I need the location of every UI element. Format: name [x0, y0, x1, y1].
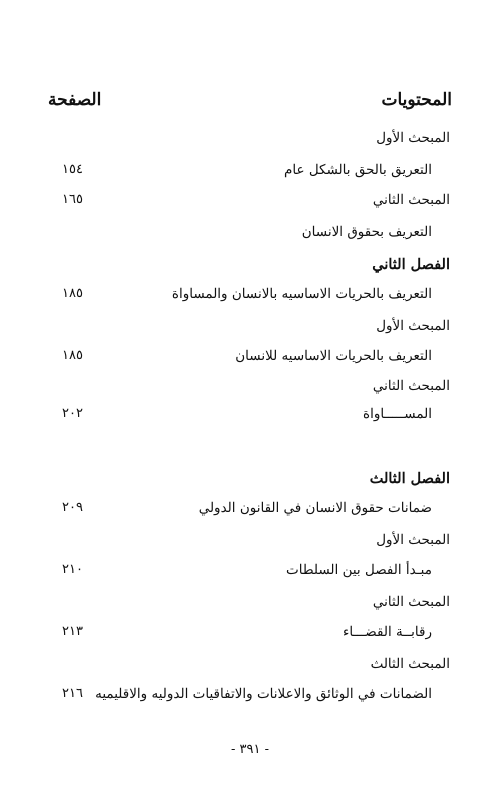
toc-topic: التعريف بالحريات الاساسيه بالانسان والمساواة — [171, 286, 432, 302]
toc-row — [40, 160, 460, 184]
toc-row — [40, 530, 460, 554]
toc-row — [40, 222, 460, 246]
toc-row — [40, 560, 460, 584]
toc-page-number: ٢١٣ — [62, 624, 83, 639]
toc-row — [40, 468, 460, 492]
toc-row — [40, 346, 460, 370]
toc-row — [40, 684, 460, 708]
page-column-heading: الصفحة — [48, 90, 102, 110]
toc-row — [40, 376, 460, 400]
toc-row — [40, 316, 460, 340]
toc-row — [40, 498, 460, 522]
toc-section: المبحث الثاني — [372, 594, 450, 610]
folio-page-number: - ٣٩١ - — [230, 742, 269, 757]
toc-topic: التعريف بحقوق الانسان — [301, 224, 432, 240]
toc-chapter: الفصل الثاني — [372, 256, 450, 273]
toc-topic: رقابــة القضـــاء — [342, 624, 432, 640]
toc-section: المبحث الثاني — [372, 378, 450, 394]
toc-row — [40, 254, 460, 278]
toc-section: المبحث الثالث — [370, 656, 450, 672]
toc-topic: ضمانات حقوق الانسان في القانون الدولي — [198, 500, 432, 516]
toc-section: المبحث الأول — [376, 532, 450, 548]
toc-row — [40, 284, 460, 308]
toc-page-number: ١٦٥ — [62, 192, 83, 207]
toc-page-number: ٢١٠ — [62, 562, 83, 577]
toc-topic: التعريق بالحق بالشكل عام — [284, 162, 432, 178]
toc-topic: المســـــاواة — [363, 406, 432, 422]
toc-row — [40, 622, 460, 646]
toc-row — [40, 654, 460, 678]
contents-heading: المحتويات — [381, 90, 452, 110]
toc-row — [40, 404, 460, 428]
toc-section: المبحث الثاني — [372, 192, 450, 208]
toc-page-number: ٢٠٢ — [62, 406, 83, 421]
toc-topic: التعريف بالحريات الاساسيه للانسان — [235, 348, 432, 364]
toc-section: المبحث الأول — [376, 130, 450, 146]
toc-page-number: ٢٠٩ — [62, 500, 83, 515]
toc-section: المبحث الأول — [376, 318, 450, 334]
toc-chapter: الفصل الثالث — [369, 470, 450, 487]
toc-page-number: ١٨٥ — [62, 348, 83, 363]
toc-page-number: ٢١٦ — [62, 686, 83, 701]
toc-row — [40, 592, 460, 616]
toc-page-number: ١٥٤ — [62, 162, 83, 177]
toc-row — [40, 190, 460, 214]
toc-page-number: ١٨٥ — [62, 286, 83, 301]
toc-topic: مبـدأ الفصل بين السلطات — [286, 562, 432, 578]
toc-topic: الضمانات في الوثائق والاعلانات والاتفاقيات الدوليه والاقليميه — [95, 686, 432, 702]
toc-row — [40, 128, 460, 152]
